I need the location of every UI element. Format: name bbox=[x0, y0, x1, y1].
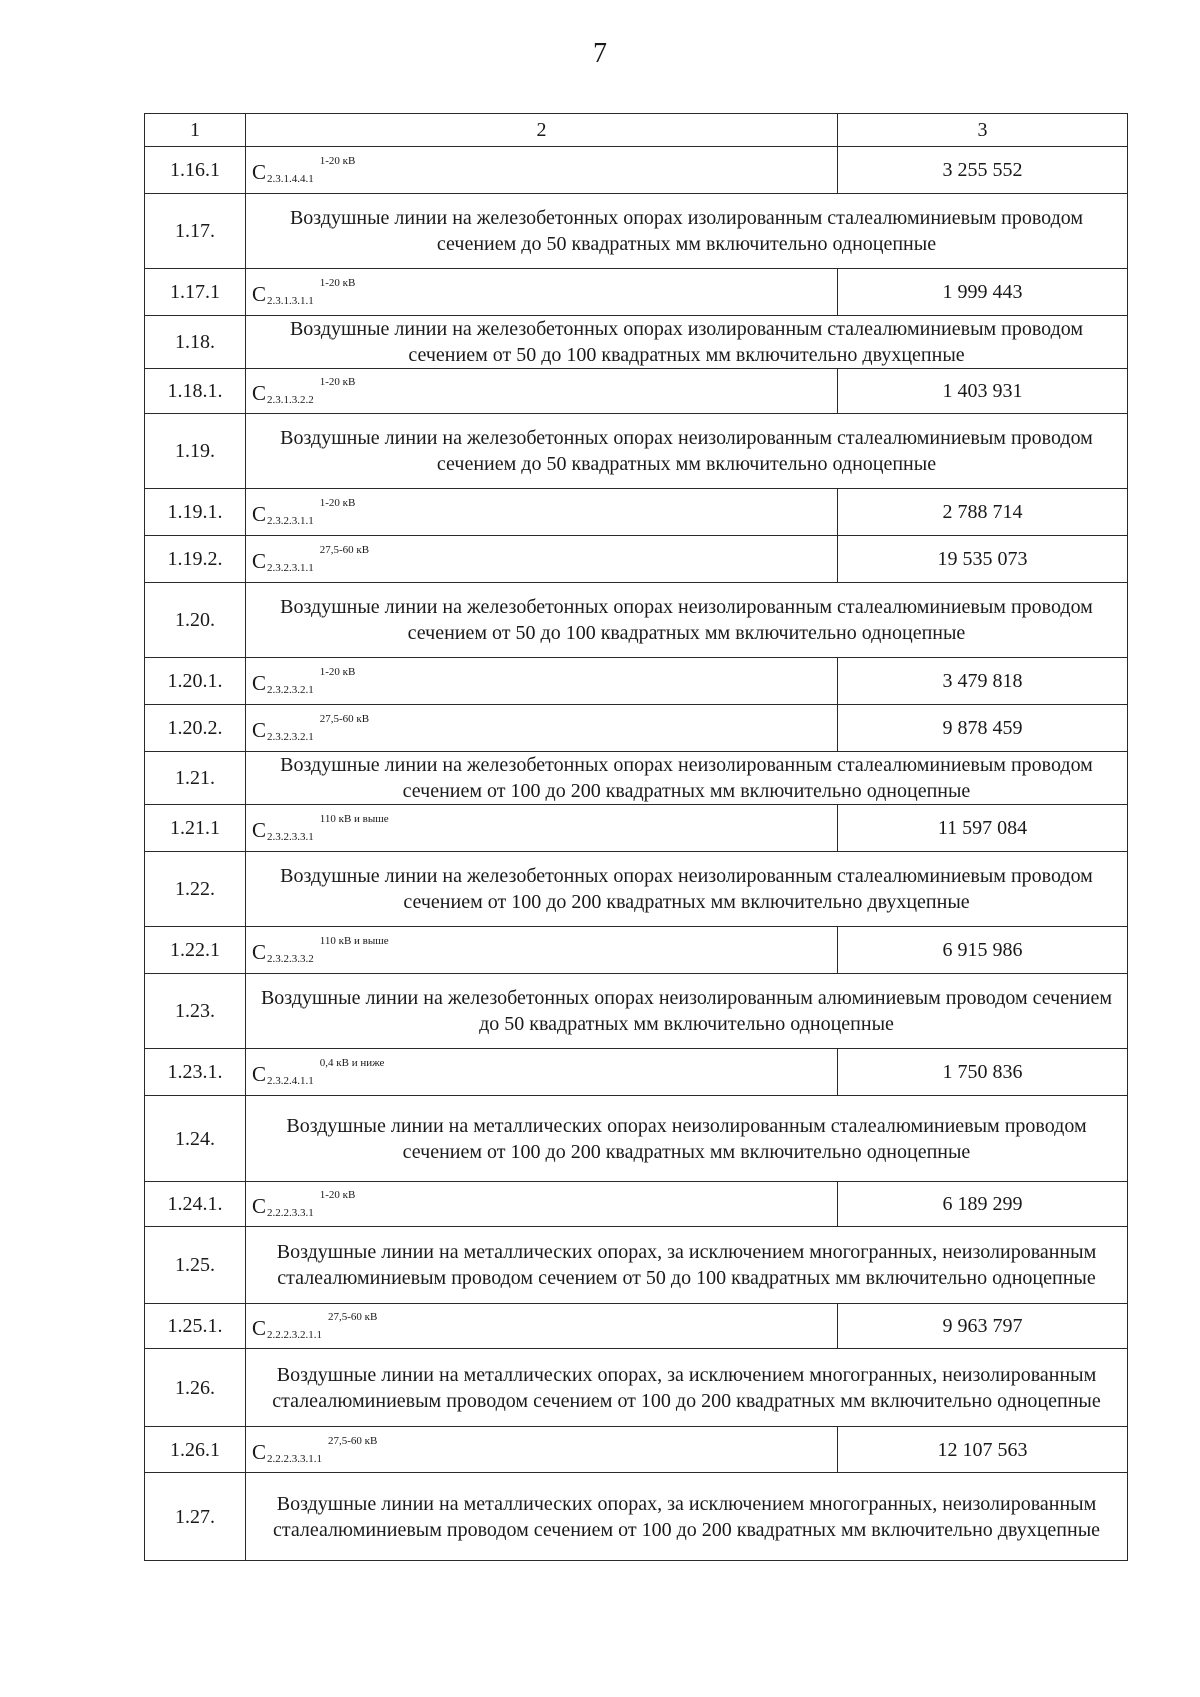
rate-code-letter: С bbox=[252, 502, 267, 526]
rate-code bbox=[246, 536, 838, 583]
section-description: Воздушные линии на металлических опорах, за исключением многогранных, неизолированным сталеалюминиевым проводом сечением от 100 до 200 квадратных мм включительно двухцепные bbox=[246, 1473, 1128, 1561]
voltage-class: 1-20 кВ bbox=[319, 497, 356, 509]
section-row bbox=[145, 1096, 1128, 1182]
rate-code-letter: С bbox=[252, 818, 267, 842]
tariff-table-body bbox=[145, 114, 1128, 1561]
rate-code bbox=[246, 1304, 838, 1349]
section-description: Воздушные линии на железобетонных опорах неизолированным сталеалюминиевым проводом сечением от 50 до 100 квадратных мм включительно одноцепные bbox=[246, 583, 1128, 658]
section-row bbox=[145, 852, 1128, 927]
rate-code-letter: С bbox=[252, 1439, 267, 1464]
row-number: 1.21.1 bbox=[145, 805, 246, 852]
row-number: 1.17. bbox=[145, 194, 246, 269]
rate-value: 3 255 552 bbox=[838, 147, 1128, 194]
table-row bbox=[145, 705, 1128, 752]
rate-value: 6 915 986 bbox=[838, 927, 1128, 974]
voltage-class: 1-20 кВ bbox=[319, 1189, 356, 1201]
rate-value: 1 750 836 bbox=[838, 1049, 1128, 1096]
table-header-row bbox=[145, 114, 1128, 147]
table-row bbox=[145, 805, 1128, 852]
rate-code-index: 2.3.1.3.1.1 bbox=[267, 295, 314, 307]
row-number: 1.26. bbox=[145, 1349, 246, 1427]
section-description: Воздушные линии на металлических опорах неизолированным сталеалюминиевым проводом сечением от 100 до 200 квадратных мм включительно одноцепные bbox=[246, 1096, 1128, 1182]
table-row bbox=[145, 147, 1128, 194]
section-row bbox=[145, 1349, 1128, 1427]
row-number: 1.21. bbox=[145, 752, 246, 805]
rate-value: 6 189 299 bbox=[838, 1182, 1128, 1227]
row-number: 1.19.2. bbox=[145, 536, 246, 583]
row-number: 1.25.1. bbox=[145, 1304, 246, 1349]
rate-code-letter: С bbox=[252, 940, 267, 964]
rate-code bbox=[246, 1182, 838, 1227]
row-number: 1.24.1. bbox=[145, 1182, 246, 1227]
voltage-class: 27,5-60 кВ bbox=[328, 1434, 378, 1447]
voltage-class: 1-20 кВ bbox=[319, 155, 356, 167]
rate-code bbox=[246, 1427, 838, 1473]
rate-code-index: 2.3.2.3.3.2 bbox=[267, 953, 314, 965]
voltage-class: 1-20 кВ bbox=[319, 666, 356, 678]
row-number: 1.23.1. bbox=[145, 1049, 246, 1096]
rate-code bbox=[246, 147, 838, 194]
rate-code-index: 2.2.2.3.2.1.1 bbox=[267, 1329, 323, 1341]
rate-code-letter: С bbox=[252, 160, 267, 184]
rate-value: 12 107 563 bbox=[838, 1427, 1128, 1473]
section-row bbox=[145, 1227, 1128, 1304]
voltage-class: 27,5-60 кВ bbox=[328, 1311, 378, 1323]
row-number: 1.22. bbox=[145, 852, 246, 927]
rate-value: 3 479 818 bbox=[838, 658, 1128, 705]
rate-value: 1 999 443 bbox=[838, 269, 1128, 316]
row-number: 1.25. bbox=[145, 1227, 246, 1304]
row-number: 1.27. bbox=[145, 1473, 246, 1561]
rate-code-index: 2.3.1.4.4.1 bbox=[267, 173, 314, 185]
rate-value: 9 878 459 bbox=[838, 705, 1128, 752]
rate-code-letter: С bbox=[252, 718, 267, 742]
rate-code-index: 2.3.2.3.1.1 bbox=[267, 515, 314, 527]
row-number: 1.19.1. bbox=[145, 489, 246, 536]
rate-code-index: 2.3.2.4.1.1 bbox=[267, 1075, 314, 1087]
header-col-1: 1 bbox=[145, 114, 246, 147]
rate-code bbox=[246, 489, 838, 536]
rate-value: 9 963 797 bbox=[838, 1304, 1128, 1349]
rate-code-index: 2.3.2.3.3.1 bbox=[267, 831, 314, 843]
row-number: 1.18. bbox=[145, 316, 246, 369]
table-row bbox=[145, 658, 1128, 705]
table-row bbox=[145, 1304, 1128, 1349]
table-row bbox=[145, 1182, 1128, 1227]
row-number: 1.16.1 bbox=[145, 147, 246, 194]
rate-code-letter: С bbox=[252, 1194, 267, 1218]
rate-value: 19 535 073 bbox=[838, 536, 1128, 583]
section-description: Воздушные линии на железобетонных опорах неизолированным сталеалюминиевым проводом сечением от 100 до 200 квадратных мм включительно двухцепные bbox=[246, 852, 1128, 927]
section-row bbox=[145, 974, 1128, 1049]
section-row bbox=[145, 583, 1128, 658]
table-row bbox=[145, 269, 1128, 316]
section-row bbox=[145, 1473, 1128, 1561]
row-number: 1.17.1 bbox=[145, 269, 246, 316]
rate-code-index: 2.3.1.3.2.2 bbox=[267, 394, 314, 406]
voltage-class: 0,4 кВ и ниже bbox=[319, 1057, 385, 1069]
rate-code bbox=[246, 658, 838, 705]
row-number: 1.23. bbox=[145, 974, 246, 1049]
voltage-class: 1-20 кВ bbox=[319, 277, 356, 289]
rate-code bbox=[246, 705, 838, 752]
rate-code-letter: С bbox=[252, 549, 267, 573]
voltage-class: 27,5-60 кВ bbox=[319, 713, 370, 725]
voltage-class: 110 кВ и выше bbox=[319, 935, 389, 947]
rate-value: 2 788 714 bbox=[838, 489, 1128, 536]
rate-code-index: 2.3.2.3.1.1 bbox=[267, 562, 314, 574]
section-description: Воздушные линии на металлических опорах, за исключением многогранных, неизолированным сталеалюминиевым проводом сечением от 50 до 100 квадратных мм включительно одноцепные bbox=[246, 1227, 1128, 1304]
section-row bbox=[145, 316, 1128, 369]
rate-code bbox=[246, 927, 838, 974]
rate-value: 11 597 084 bbox=[838, 805, 1128, 852]
rate-code bbox=[246, 1049, 838, 1096]
rate-code-index: 2.3.2.3.2.1 bbox=[267, 684, 314, 696]
rate-code-index: 2.3.2.3.2.1 bbox=[267, 731, 314, 743]
row-number: 1.26.1 bbox=[145, 1427, 246, 1473]
row-number: 1.18.1. bbox=[145, 369, 246, 414]
rate-code-letter: С bbox=[252, 381, 267, 405]
table-row bbox=[145, 1427, 1128, 1473]
row-number: 1.20. bbox=[145, 583, 246, 658]
rate-code-letter: С bbox=[252, 671, 267, 695]
row-number: 1.20.2. bbox=[145, 705, 246, 752]
row-number: 1.20.1. bbox=[145, 658, 246, 705]
row-number: 1.24. bbox=[145, 1096, 246, 1182]
section-row bbox=[145, 194, 1128, 269]
header-col-3: 3 bbox=[838, 114, 1128, 147]
voltage-class: 110 кВ и выше bbox=[319, 813, 389, 825]
section-description: Воздушные линии на железобетонных опорах неизолированным алюминиевым проводом сечением до 50 квадратных мм включительно одноцепные bbox=[246, 974, 1128, 1049]
section-row bbox=[145, 414, 1128, 489]
tariff-table bbox=[144, 113, 1128, 1561]
section-description: Воздушные линии на металлических опорах, за исключением многогранных, неизолированным сталеалюминиевым проводом сечением от 100 до 200 квадратных мм включительно одноцепные bbox=[246, 1349, 1128, 1427]
rate-code-index: 2.2.2.3.3.1.1 bbox=[267, 1452, 323, 1465]
section-description: Воздушные линии на железобетонных опорах изолированным сталеалюминиевым проводом сечением от 50 до 100 квадратных мм включительно двухцепные bbox=[246, 316, 1128, 369]
rate-code-index: 2.2.2.3.3.1 bbox=[267, 1207, 314, 1219]
section-description: Воздушные линии на железобетонных опорах неизолированным сталеалюминиевым проводом сечением до 50 квадратных мм включительно одноцепные bbox=[246, 414, 1128, 489]
section-description: Воздушные линии на железобетонных опорах изолированным сталеалюминиевым проводом сечением до 50 квадратных мм включительно одноцепные bbox=[246, 194, 1128, 269]
section-row bbox=[145, 752, 1128, 805]
rate-code-letter: С bbox=[252, 282, 267, 306]
table-row bbox=[145, 927, 1128, 974]
rate-code bbox=[246, 805, 838, 852]
table-row bbox=[145, 1049, 1128, 1096]
header-col-2: 2 bbox=[246, 114, 838, 147]
table-row bbox=[145, 369, 1128, 414]
voltage-class: 1-20 кВ bbox=[319, 376, 356, 388]
rate-code bbox=[246, 269, 838, 316]
rate-code-letter: С bbox=[252, 1062, 267, 1086]
section-description: Воздушные линии на железобетонных опорах неизолированным сталеалюминиевым проводом сечением от 100 до 200 квадратных мм включительно одноцепные bbox=[246, 752, 1128, 805]
row-number: 1.22.1 bbox=[145, 927, 246, 974]
row-number: 1.19. bbox=[145, 414, 246, 489]
table-row bbox=[145, 536, 1128, 583]
rate-code-letter: С bbox=[252, 1316, 267, 1340]
table-row bbox=[145, 489, 1128, 536]
rate-code bbox=[246, 369, 838, 414]
page-number: 7 bbox=[593, 38, 607, 69]
voltage-class: 27,5-60 кВ bbox=[319, 544, 370, 556]
rate-value: 1 403 931 bbox=[838, 369, 1128, 414]
